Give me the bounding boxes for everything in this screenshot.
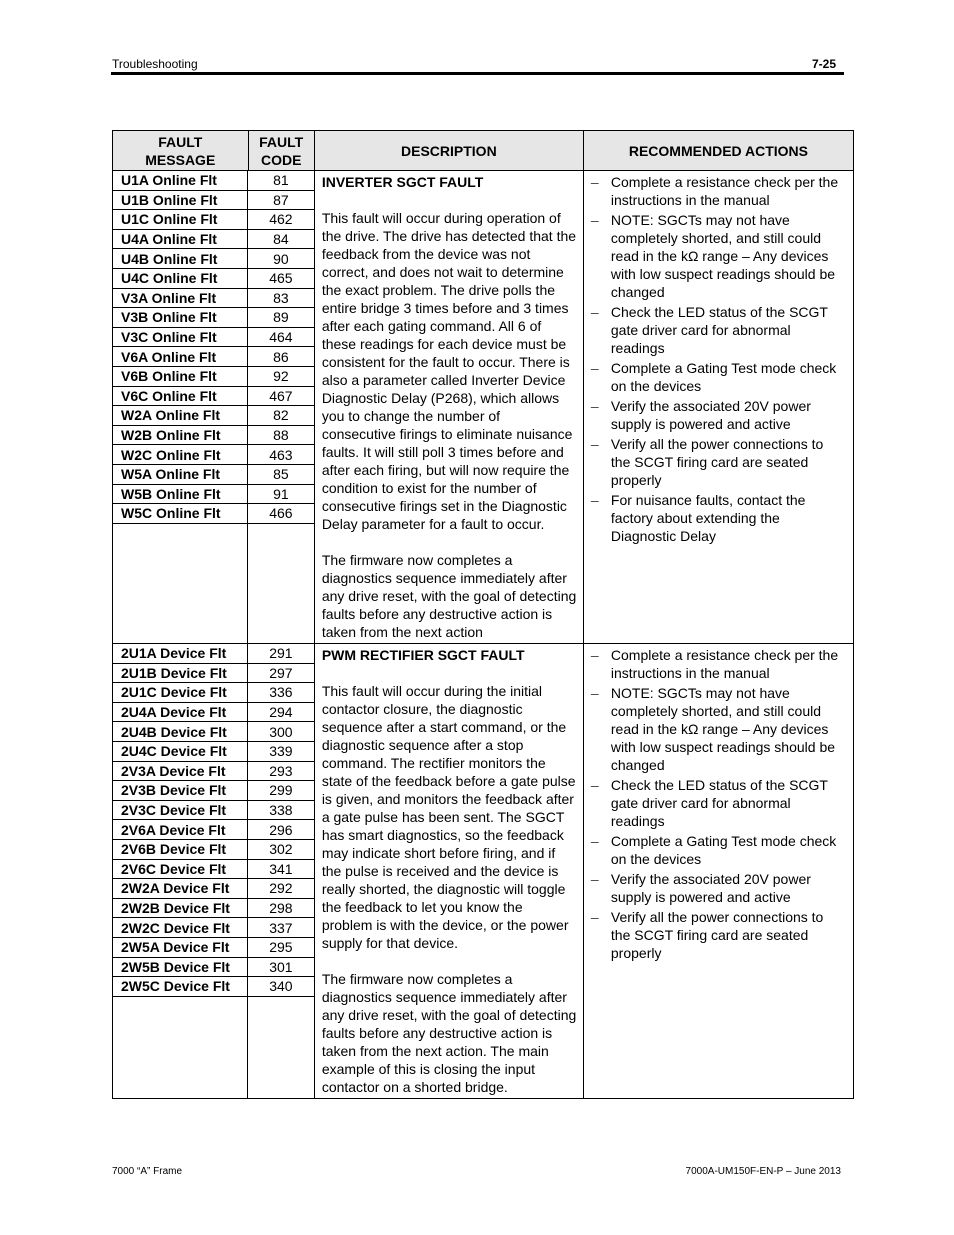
fault-message: W2B Online Flt — [113, 425, 248, 445]
table-row — [113, 918, 314, 938]
fault-message: 2V6A Device Flt — [113, 820, 248, 840]
action-item: – Verify all the power connections to the SCGT firing card are seated properly — [590, 435, 843, 489]
fault-message: 2V3A Device Flt — [113, 761, 248, 781]
recommended-actions — [583, 171, 853, 644]
fault-code: 84 — [248, 229, 314, 249]
fault-message: U1A Online Flt — [113, 171, 248, 190]
fault-message: 2W2A Device Flt — [113, 879, 248, 899]
fault-table-body — [113, 171, 854, 1099]
fault-code-list — [113, 644, 315, 1099]
header-fault-message: FAULT MESSAGE — [113, 131, 249, 171]
fault-message: U4C Online Flt — [113, 268, 248, 288]
table-row — [113, 249, 314, 269]
action-item: – NOTE: SGCTs may not have completely shorted, and still could read in the kΩ range – Any devices with low suspect readings should be changed — [590, 684, 843, 774]
fault-message: 2V3B Device Flt — [113, 781, 248, 801]
fault-code: 87 — [248, 190, 314, 210]
fault-code: 82 — [248, 406, 314, 426]
description-paragraph: The firmware now completes a diagnostics sequence immediately after any drive reset, with the goal of detecting faults before any destructive action is taken from the next action. The main example of this is closing the input contactor on a shorted bridge. — [321, 971, 577, 1095]
fault-message: W5C Online Flt — [113, 504, 248, 524]
fault-message: 2U1C Device Flt — [113, 683, 248, 703]
action-item: – For nuisance faults, contact the factory about extending the Diagnostic Delay — [590, 491, 843, 545]
description-paragraph: The firmware now completes a diagnostics sequence immediately after any drive reset, with the goal of detecting faults before any destructive action is taken from the next action — [321, 552, 577, 640]
fault-message: 2U1B Device Flt — [113, 663, 248, 683]
fault-code: 298 — [248, 898, 314, 918]
fault-message: V3C Online Flt — [113, 327, 248, 347]
fault-table — [112, 130, 854, 1099]
table-row — [113, 859, 314, 879]
header-recommended-actions: RECOMMENDED ACTIONS — [583, 131, 853, 171]
table-row — [113, 229, 314, 249]
action-item: – Check the LED status of the SCGT gate driver card for abnormal readings — [590, 776, 843, 830]
fault-message: 2W2C Device Flt — [113, 918, 248, 938]
fault-message: U4A Online Flt — [113, 229, 248, 249]
table-row — [113, 171, 314, 190]
fault-code: 295 — [248, 937, 314, 957]
table-row — [113, 702, 314, 722]
fault-message: 2W5B Device Flt — [113, 957, 248, 977]
table-row — [113, 425, 314, 445]
table-row — [113, 484, 314, 504]
fault-code: 81 — [248, 171, 314, 190]
fault-message: 2U4C Device Flt — [113, 741, 248, 761]
table-row — [113, 406, 314, 426]
fault-code-list — [113, 171, 315, 644]
action-item: – Complete a resistance check per the instructions in the manual — [590, 646, 843, 682]
fault-message: 2U4B Device Flt — [113, 722, 248, 742]
fault-code: 300 — [248, 722, 314, 742]
fault-message: V6B Online Flt — [113, 366, 248, 386]
table-row — [113, 445, 314, 465]
fault-code: 339 — [248, 741, 314, 761]
actions-list — [590, 646, 843, 962]
fault-message: V6A Online Flt — [113, 347, 248, 367]
fault-description — [314, 644, 583, 1099]
fault-description — [314, 171, 583, 644]
fault-message: U1B Online Flt — [113, 190, 248, 210]
action-item: – Verify the associated 20V power supply is powered and active — [590, 397, 843, 433]
fault-code: 91 — [248, 484, 314, 504]
table-row — [113, 327, 314, 347]
fault-message: W2A Online Flt — [113, 406, 248, 426]
actions-list — [590, 173, 843, 545]
description-title: PWM RECTIFIER SGCT FAULT — [321, 647, 525, 663]
table-row — [113, 957, 314, 977]
fault-message: 2V3C Device Flt — [113, 800, 248, 820]
table-row — [113, 820, 314, 840]
header-section-title: Troubleshooting — [112, 57, 198, 71]
table-row — [113, 937, 314, 957]
fault-code: 88 — [248, 425, 314, 445]
fault-message: U4B Online Flt — [113, 249, 248, 269]
table-row — [113, 347, 314, 367]
fault-code: 86 — [248, 347, 314, 367]
recommended-actions — [583, 644, 853, 1099]
fault-code: 294 — [248, 702, 314, 722]
fault-code: 464 — [248, 327, 314, 347]
table-row — [113, 898, 314, 918]
action-item: – Verify all the power connections to the SCGT firing card are seated properly — [590, 908, 843, 962]
description-title: INVERTER SGCT FAULT — [321, 174, 484, 190]
fault-message: 2W2B Device Flt — [113, 898, 248, 918]
table-row — [113, 464, 314, 484]
table-row — [113, 366, 314, 386]
footer-publication: 7000A-UM150F-EN-P – June 2013 — [685, 1166, 841, 1177]
fault-message: 2U4A Device Flt — [113, 702, 248, 722]
fault-message: W5A Online Flt — [113, 464, 248, 484]
table-row — [113, 644, 314, 663]
fault-code: 85 — [248, 464, 314, 484]
fault-code: 462 — [248, 210, 314, 230]
fault-code: 338 — [248, 800, 314, 820]
table-row — [113, 761, 314, 781]
action-item: – Complete a Gating Test mode check on the devices — [590, 832, 843, 868]
action-item: – Complete a Gating Test mode check on the devices — [590, 359, 843, 395]
fault-code: 465 — [248, 268, 314, 288]
fault-group-row — [113, 171, 854, 644]
table-row — [113, 268, 314, 288]
description-paragraph: This fault will occur during the initial contactor closure, the diagnostic sequence after a start command, or the diagnostic sequence after a stop command. The rectifier monitors the state of the feedback before a gate pulse is given, and monitors the feedback after a gate pulse has been sent. The SGCT has smart diagnostics, so the feedback may indicate short before firing, and if the pulse is received and the device is really shorted, the diagnostic will toggle the feedback to let you know the problem is with the device, or the power supply for that device. — [321, 683, 576, 951]
fault-code: 291 — [248, 644, 314, 663]
table-row — [113, 977, 314, 997]
fault-code: 89 — [248, 308, 314, 328]
table-row — [113, 504, 314, 524]
fault-code: 341 — [248, 859, 314, 879]
footer-product: 7000 “A” Frame — [112, 1166, 183, 1177]
fault-code: 90 — [248, 249, 314, 269]
fault-message: 2V6C Device Flt — [113, 859, 248, 879]
table-row — [113, 839, 314, 859]
fault-code: 299 — [248, 781, 314, 801]
table-row — [113, 741, 314, 761]
header-description: DESCRIPTION — [314, 131, 583, 171]
table-row — [113, 879, 314, 899]
table-row — [113, 308, 314, 328]
table-row — [113, 386, 314, 406]
table-row — [113, 800, 314, 820]
fault-code: 296 — [248, 820, 314, 840]
fault-table-header-row — [113, 131, 854, 171]
fault-message: W2C Online Flt — [113, 445, 248, 465]
action-item: – Check the LED status of the SCGT gate driver card for abnormal readings — [590, 303, 843, 357]
table-row — [113, 781, 314, 801]
table-row — [113, 288, 314, 308]
fault-code: 83 — [248, 288, 314, 308]
fault-code: 337 — [248, 918, 314, 938]
table-row — [113, 683, 314, 703]
fault-code: 302 — [248, 839, 314, 859]
table-row — [113, 210, 314, 230]
fault-code: 466 — [248, 504, 314, 524]
header-rule — [111, 72, 844, 75]
fault-code: 301 — [248, 957, 314, 977]
header-page-number: 7-25 — [811, 57, 836, 71]
fault-message: 2U1A Device Flt — [113, 644, 248, 663]
fault-message: U1C Online Flt — [113, 210, 248, 230]
fault-code: 92 — [248, 366, 314, 386]
fault-message: V6C Online Flt — [113, 386, 248, 406]
table-row — [113, 663, 314, 683]
fault-group-row — [113, 644, 854, 1099]
fault-code: 297 — [248, 663, 314, 683]
fault-code: 336 — [248, 683, 314, 703]
table-row — [113, 190, 314, 210]
fault-code: 463 — [248, 445, 314, 465]
fault-code-subtable — [113, 644, 314, 997]
fault-message: V3B Online Flt — [113, 308, 248, 328]
fault-code: 292 — [248, 879, 314, 899]
fault-code: 293 — [248, 761, 314, 781]
fault-message: 2W5A Device Flt — [113, 937, 248, 957]
fault-code-subtable — [113, 171, 314, 524]
action-item: – Verify the associated 20V power supply is powered and active — [590, 870, 843, 906]
fault-message: 2V6B Device Flt — [113, 839, 248, 859]
description-paragraph: This fault will occur during operation of the drive. The drive has detected that the feedback from the device was not correct, and does not wait to determine the exact problem. The drive polls the entire bridge 3 times before and 3 times after each gating command. All 6 of these readings for each device must be consistent for the fault to occur. There is also a parameter called Inverter Device Diagnostic Delay (P268), which allows you to change the number of consecutive firings to eliminate nuisance faults. It will still poll 3 times before and after each firing, but will now require the condition to exist for the number of consecutive firings set in the Diagnostic Delay parameter for a fault to occur. — [321, 210, 577, 532]
action-item: – Complete a resistance check per the instructions in the manual — [590, 173, 843, 209]
fault-code: 340 — [248, 977, 314, 997]
fault-message: W5B Online Flt — [113, 484, 248, 504]
fault-message: 2W5C Device Flt — [113, 977, 248, 997]
table-row — [113, 722, 314, 742]
header-fault-code: FAULT CODE — [248, 131, 314, 171]
action-item: – NOTE: SGCTs may not have completely shorted, and still could read in the kΩ range – Any devices with low suspect readings should be changed — [590, 211, 843, 301]
fault-message: V3A Online Flt — [113, 288, 248, 308]
fault-code: 467 — [248, 386, 314, 406]
